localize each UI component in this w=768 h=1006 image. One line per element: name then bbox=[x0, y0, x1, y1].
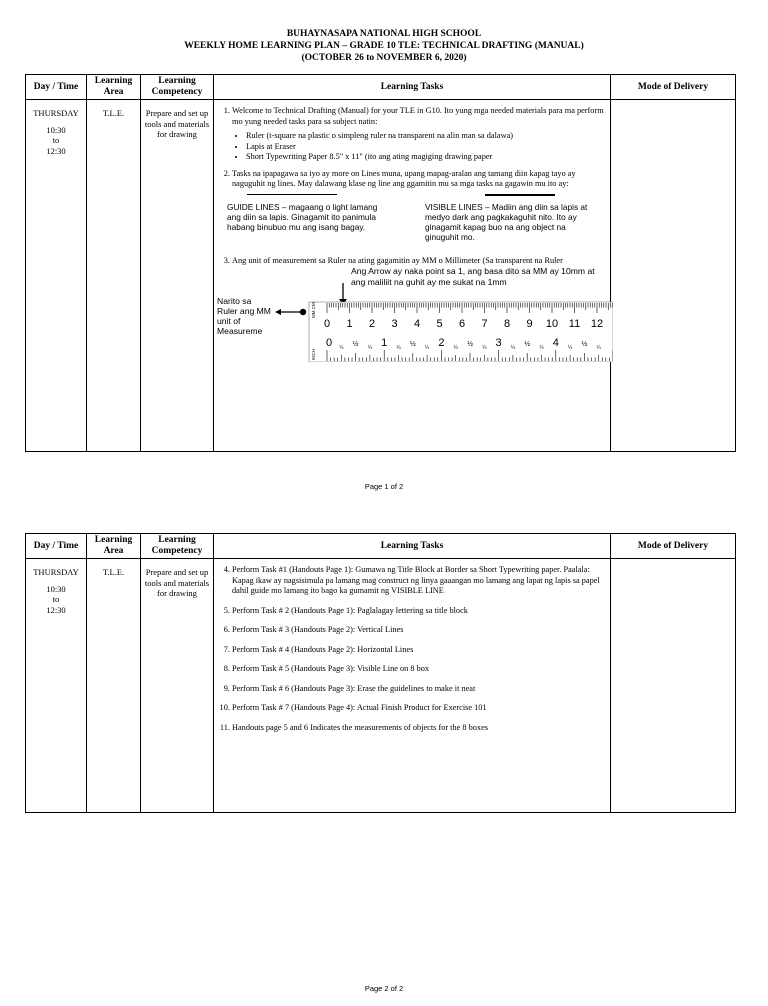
col-header-competency: Learning Competency bbox=[141, 534, 214, 559]
plan-title: WEEKLY HOME LEARNING PLAN – GRADE 10 TLE: TECHNICAL DRAFTING (MANUAL) bbox=[184, 41, 584, 51]
task-list bbox=[219, 106, 604, 362]
time-to: to bbox=[52, 594, 60, 604]
task-item-1 bbox=[232, 106, 604, 163]
list-item: 8. Perform Task # 5 (Handouts Page 3): Visible Line on 8 box bbox=[232, 664, 604, 675]
material-item: • Ruler (t-square na plastic o simpleng ruler na transparent na alin man sa dalawa) bbox=[246, 131, 604, 142]
visible-line-sample bbox=[485, 194, 555, 196]
guide-lines-description: GUIDE LINES – magaang o light lamang ang diin sa lapis. Ginagamit ito panimula habang binubuo mu ang isang bagay. bbox=[227, 201, 378, 232]
list-item: 4. Perform Task #1 (Handouts Page 1): Gumawa ng Title Block at Border sa Short Typewriting paper. Paalala: Kapag ikaw ay nagsisimula pa lamang mag construct ng linya gaaangan mo lamang ang lapat ng lapis sa papel dahil guide mo lamang ito bago ka gumamit ng VISIBLE LINE bbox=[232, 565, 604, 597]
ruler-fraction-label: ¼ bbox=[568, 345, 573, 351]
visible-lines-description: VISIBLE LINES – Madiin ang diin sa lapis at medyo dark ang pagkakaguhit nito. Ito ay ginagamit kapag buo na ang object na ginuguhit mo. bbox=[425, 201, 588, 242]
ruler-fraction-label: ½ bbox=[352, 341, 359, 348]
ruler-figure bbox=[213, 266, 604, 362]
ruler-cm-label: 3 bbox=[391, 318, 398, 330]
ruler-inch-label: 3 bbox=[495, 337, 502, 349]
ruler-cm-label: 1 bbox=[346, 318, 353, 330]
table-row bbox=[26, 100, 736, 452]
col-header-area: Learning Area bbox=[87, 75, 141, 100]
ruler-fraction-label: ¼ bbox=[453, 345, 458, 351]
ruler-image bbox=[213, 266, 613, 362]
ruler-cm-label: 7 bbox=[481, 318, 488, 330]
ruler-inch-label: 4 bbox=[552, 337, 559, 349]
ruler-cm-label: 8 bbox=[503, 318, 511, 330]
ruler-fraction-label: ¼ bbox=[596, 345, 601, 351]
list-item: 11. Handouts page 5 and 6 Indicates the measurements of objects for the 8 boxes bbox=[232, 723, 604, 734]
time-start: 10:30 bbox=[46, 124, 66, 135]
table-header-row bbox=[26, 75, 736, 100]
ruler-fraction-label: ¼ bbox=[396, 345, 401, 351]
page-number-1: Page 1 of 2 bbox=[364, 482, 404, 491]
ruler-inch-label: 1 bbox=[381, 337, 388, 349]
materials-list bbox=[232, 131, 604, 163]
competency-cell: Prepare and set up tools and materials for drawing bbox=[141, 100, 214, 452]
mode-cell bbox=[611, 100, 736, 452]
competency-cell: Prepare and set up tools and materials for drawing bbox=[141, 559, 214, 813]
ruler-cm-label: 0 bbox=[323, 318, 331, 330]
ruler-pointer-head bbox=[275, 309, 281, 315]
ruler-fraction-label: ¼ bbox=[510, 345, 515, 351]
table-header-row bbox=[26, 534, 736, 559]
ruler-cm-label: 10 bbox=[545, 318, 559, 330]
ruler-cm-label: 11 bbox=[568, 318, 581, 330]
guide-line-sample bbox=[247, 194, 337, 195]
time-end: 12:30 bbox=[46, 604, 66, 615]
ruler-body bbox=[309, 302, 613, 362]
list-item: 9. Perform Task # 6 (Handouts Page 3): Erase the guidelines to make it neat bbox=[232, 684, 604, 695]
ruler-fraction-label: ¼ bbox=[539, 345, 544, 351]
ruler-fraction-label: ½ bbox=[467, 341, 473, 348]
line-types bbox=[219, 194, 604, 250]
page-number-2: Page 2 of 2 bbox=[364, 984, 404, 993]
ruler-cm-label: 9 bbox=[526, 318, 533, 330]
col-header-competency: Learning Competency bbox=[141, 75, 214, 100]
day-label: THURSDAY bbox=[33, 567, 79, 577]
ruler-inch-label: 0 bbox=[325, 337, 333, 349]
school-name: BUHAYNASAPA NATIONAL HIGH SCHOOL bbox=[286, 29, 482, 39]
table-row bbox=[26, 559, 736, 813]
ruler-cm-label: 6 bbox=[458, 318, 466, 330]
weekly-plan-table-page1 bbox=[25, 74, 736, 452]
ruler-mm-label: MM CM bbox=[311, 302, 316, 318]
ruler-fraction-label: ¼ bbox=[425, 345, 430, 351]
arrow-note: Ang Arrow ay naka point sa 1, ang basa dito sa MM ay 10mm at ang maliliit na guhit ay me sukat na 1mm bbox=[351, 266, 595, 287]
ruler-cm-label: 12 bbox=[590, 318, 604, 330]
col-header-day: Day / Time bbox=[26, 75, 87, 100]
col-header-area: Learning Area bbox=[87, 534, 141, 559]
list-item: 6. Perform Task # 3 (Handouts Page 2): Vertical Lines bbox=[232, 625, 604, 636]
ruler-fraction-label: ½ bbox=[409, 341, 416, 348]
col-header-day: Day / Time bbox=[26, 534, 87, 559]
ruler-cm-label: 2 bbox=[368, 318, 376, 330]
list-item: 7. Perform Task # 4 (Handouts Page 2): Horizontal Lines bbox=[232, 645, 604, 656]
ruler-fraction-label: ½ bbox=[581, 341, 588, 348]
material-item: • Lapis at Eraser bbox=[246, 142, 604, 153]
time-start: 10:30 bbox=[46, 583, 66, 594]
time-end: 12:30 bbox=[46, 145, 66, 156]
col-header-tasks: Learning Tasks bbox=[214, 534, 611, 559]
ruler-fraction-label: ½ bbox=[524, 341, 531, 348]
task-1-text: Welcome to Technical Drafting (Manual) for your TLE in G10. Ito yung mga needed materials para ma perform mo yung needed tasks para sa subject natin: bbox=[232, 106, 604, 126]
plan-dates: (OCTOBER 26 to NOVEMBER 6, 2020) bbox=[301, 53, 467, 63]
task-2-text: Tasks na ipapagawa sa iyo ay more on Lines muna, upang mapag-aralan ang tamang diin kapag tayo ay naguguhit ng lines. May dalawang klase ng line ang ggamitin mu sa mga tasks na gagawin mu ito ay: bbox=[232, 168, 576, 188]
list-item: 10. Perform Task # 7 (Handouts Page 4): Actual Finish Product for Exercise 101 bbox=[232, 703, 604, 714]
ruler-fraction-label: ¼ bbox=[482, 345, 487, 351]
list-item: 5. Perform Task # 2 (Handouts Page 1): Paglalagay lettering sa title block bbox=[232, 606, 604, 617]
col-header-mode: Mode of Delivery bbox=[611, 534, 736, 559]
area-cell: T.L.E. bbox=[87, 100, 141, 452]
tasks-cell bbox=[214, 100, 611, 452]
tasks-cell bbox=[214, 559, 611, 813]
col-header-tasks: Learning Tasks bbox=[214, 75, 611, 100]
col-header-mode: Mode of Delivery bbox=[611, 75, 736, 100]
ruler-caption: Narito sa Ruler ang MM unit of Measureme bbox=[217, 296, 271, 336]
ruler-cm-label: 4 bbox=[413, 318, 421, 330]
ruler-cm-label: 5 bbox=[436, 318, 443, 330]
area-cell: T.L.E. bbox=[87, 559, 141, 813]
task-item-3 bbox=[217, 255, 604, 363]
time-to: to bbox=[52, 135, 60, 145]
task-list bbox=[219, 565, 604, 733]
day-cell bbox=[26, 100, 87, 452]
material-item: • Short Typewriting Paper 8.5" x 11" (ito ang ating magiging drawing paper bbox=[246, 152, 604, 163]
task-item-2 bbox=[227, 168, 604, 250]
day-cell bbox=[26, 559, 87, 813]
task-3-text: Ang unit of measurement sa Ruler na ating gagamitin ay MM o Millimeter (Sa transparent na Ruler bbox=[232, 255, 563, 265]
weekly-plan-table-page2 bbox=[25, 533, 736, 813]
ruler-inch-label: INCH bbox=[311, 349, 316, 360]
ruler-fraction-label: ¼ bbox=[339, 345, 344, 351]
ruler-inch-label: 2 bbox=[438, 337, 445, 349]
day-label: THURSDAY bbox=[33, 108, 79, 118]
ruler-fraction-label: ¼ bbox=[367, 345, 372, 351]
mode-cell bbox=[611, 559, 736, 813]
